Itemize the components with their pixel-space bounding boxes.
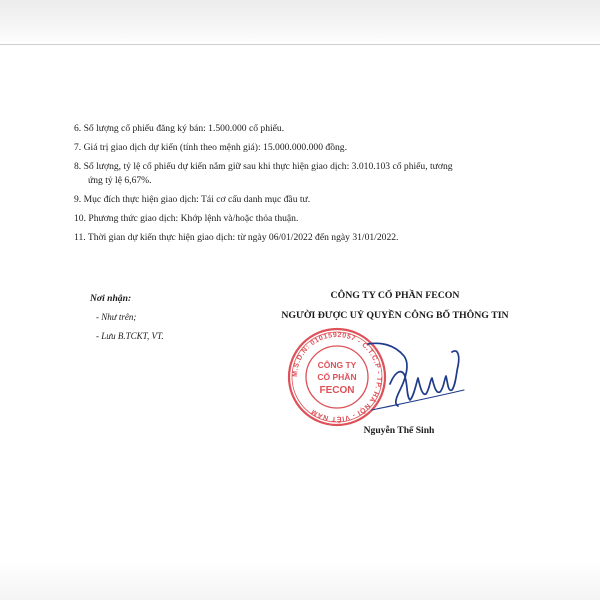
stamp-line-2: CỔ PHẦN [317,372,357,382]
item-6: 6. Số lượng cổ phiếu đăng ký bán: 1.500.000 cổ phiếu. [74,123,285,134]
item-7: 7. Giá trị giao dịch dự kiến (tính theo mệnh giá): 15.000.000.000 đồng. [74,142,347,153]
item-11: 11. Thời gian dự kiến thực hiện giao dịch: từ ngày 06/01/2022 đến ngày 31/01/2022. [74,232,399,243]
authorized-title: NGƯỜI ĐƯỢC UỶ QUYỀN CÔNG BỐ THÔNG TIN [281,310,509,321]
item-8-continuation: ứng tỷ lệ 6,67%. [88,175,152,186]
item-8: 8. Số lượng, tỷ lệ cổ phiếu dự kiến nắm giữ sau khi thực hiện giao dịch: 3.010.103 cổ phiếu, tương [74,161,453,172]
signer-name: Nguyễn Thế Sinh [363,425,435,436]
handwritten-signature [360,334,470,418]
recipients-title: Nơi nhận: [90,293,132,304]
recipient-item: - Lưu B.TCKT, VT. [96,331,164,341]
item-10: 10. Phương thức giao dịch: Khớp lệnh và/hoặc thỏa thuận. [74,213,299,224]
stamp-line-1: CÔNG TY [317,360,357,370]
page-top-edge [0,44,600,45]
stamp-line-3: FECON [319,385,355,396]
recipient-item: - Như trên; [96,312,137,322]
stamp-ring-text: M.S.D.N: 0101592057 - C.T.C.P - TP. HÀ NỘI - VIỆT NAM [291,331,383,423]
company-name: CÔNG TY CỔ PHẦN FECON [330,290,460,301]
page-bottom-shadow [0,560,600,600]
item-9: 9. Mục đích thực hiện giao dịch: Tái cơ cấu danh mục đầu tư. [74,194,311,205]
page-top-shadow [0,0,600,46]
